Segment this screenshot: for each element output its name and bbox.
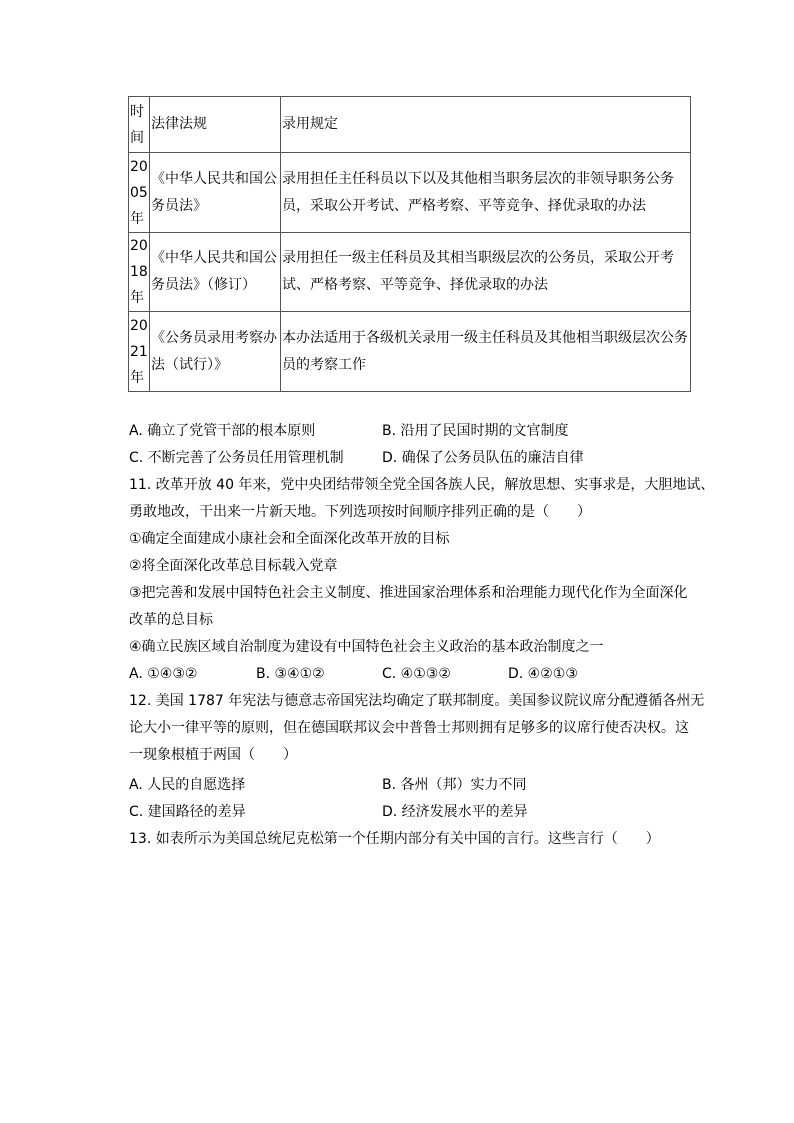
table-row bbox=[129, 233, 691, 312]
q10-option-d: D. 确保了公务员队伍的廉洁自律 bbox=[382, 450, 584, 466]
table-row bbox=[129, 153, 691, 233]
header-law: 法律法规 bbox=[150, 97, 281, 153]
q11-stem-line-2: 勇敢地改，干出来一片新天地。下列选项按时间顺序排列正确的是（ ） bbox=[129, 504, 591, 520]
q10-option-b: B. 沿用了民国时期的文官制度 bbox=[382, 423, 569, 439]
q13-stem: 13. 如表所示为美国总统尼克松第一个任期内部分有关中国的言行。这些言行（ ） bbox=[129, 831, 660, 847]
table-header-row bbox=[129, 97, 691, 153]
row-year: 2005年 bbox=[129, 153, 150, 233]
q10-option-a: A. 确立了党管干部的根本原则 bbox=[129, 423, 316, 439]
q11-item-3: ③把完善和发展中国特色社会主义制度、推进国家治理体系和治理能力现代化作为全面深化 bbox=[129, 585, 688, 601]
row-law: 《公务员录用考察办法（试行）》 bbox=[150, 312, 281, 392]
q12-option-b: B. 各州（邦）实力不同 bbox=[382, 777, 527, 793]
q11-option-a: A. ①④③② bbox=[129, 666, 198, 682]
q11-option-b: B. ③④①② bbox=[256, 666, 325, 682]
q11-option-c: C. ④①③② bbox=[382, 666, 451, 682]
q12-stem-line-3: 一现象根植于两国（ ） bbox=[129, 747, 297, 763]
row-law: 《中华人民共和国公务员法》 bbox=[150, 153, 281, 233]
q11-item-2: ②将全面深化改革总目标载入党章 bbox=[129, 558, 338, 574]
row-law: 《中华人民共和国公务员法》（修订） bbox=[150, 233, 281, 312]
q12-option-c: C. 建国路径的差异 bbox=[129, 804, 246, 820]
header-rule: 录用规定 bbox=[281, 97, 691, 153]
q12-stem-line-2: 论大小一律平等的原则，但在德国联邦议会中普鲁士邦则拥有足够多的议席行使否决权。这 bbox=[129, 720, 689, 736]
q12-option-a: A. 人民的自愿选择 bbox=[129, 777, 246, 793]
table-row bbox=[129, 312, 691, 392]
q11-item-1: ①确定全面建成小康社会和全面深化改革开放的目标 bbox=[129, 531, 450, 547]
q11-option-d: D. ④②①③ bbox=[508, 666, 578, 682]
q11-item-3-cont: 改革的总目标 bbox=[129, 612, 213, 628]
row-year: 2021年 bbox=[129, 312, 150, 392]
q11-stem-line-1: 11. 改革开放 40 年来，党中央团结带领全党全国各族人民，解放思想、实事求是，大胆地试、 bbox=[129, 477, 715, 493]
row-rule: 录用担任一级主任科员及其相当职级层次的公务员，采取公开考试、严格考察、平等竞争、择优录取的办法 bbox=[281, 233, 691, 312]
q10-option-c: C. 不断完善了公务员任用管理机制 bbox=[129, 450, 344, 466]
row-rule: 录用担任主任科员以下以及其他相当职务层次的非领导职务公务员，采取公开考试、严格考察、平等竞争、择优录取的办法 bbox=[281, 153, 691, 233]
row-year: 2018年 bbox=[129, 233, 150, 312]
header-time: 时间 bbox=[129, 97, 150, 153]
q12-option-d: D. 经济发展水平的差异 bbox=[382, 804, 528, 820]
q11-item-4: ④确立民族区域自治制度为建设有中国特色社会主义政治的基本政治制度之一 bbox=[129, 639, 604, 655]
q12-stem-line-1: 12. 美国 1787 年宪法与德意志帝国宪法均确定了联邦制度。美国参议院议席分配遵循各州无 bbox=[129, 693, 705, 709]
law-table bbox=[128, 96, 691, 392]
row-rule: 本办法适用于各级机关录用一级主任科员及其他相当职级层次公务员的考察工作 bbox=[281, 312, 691, 392]
